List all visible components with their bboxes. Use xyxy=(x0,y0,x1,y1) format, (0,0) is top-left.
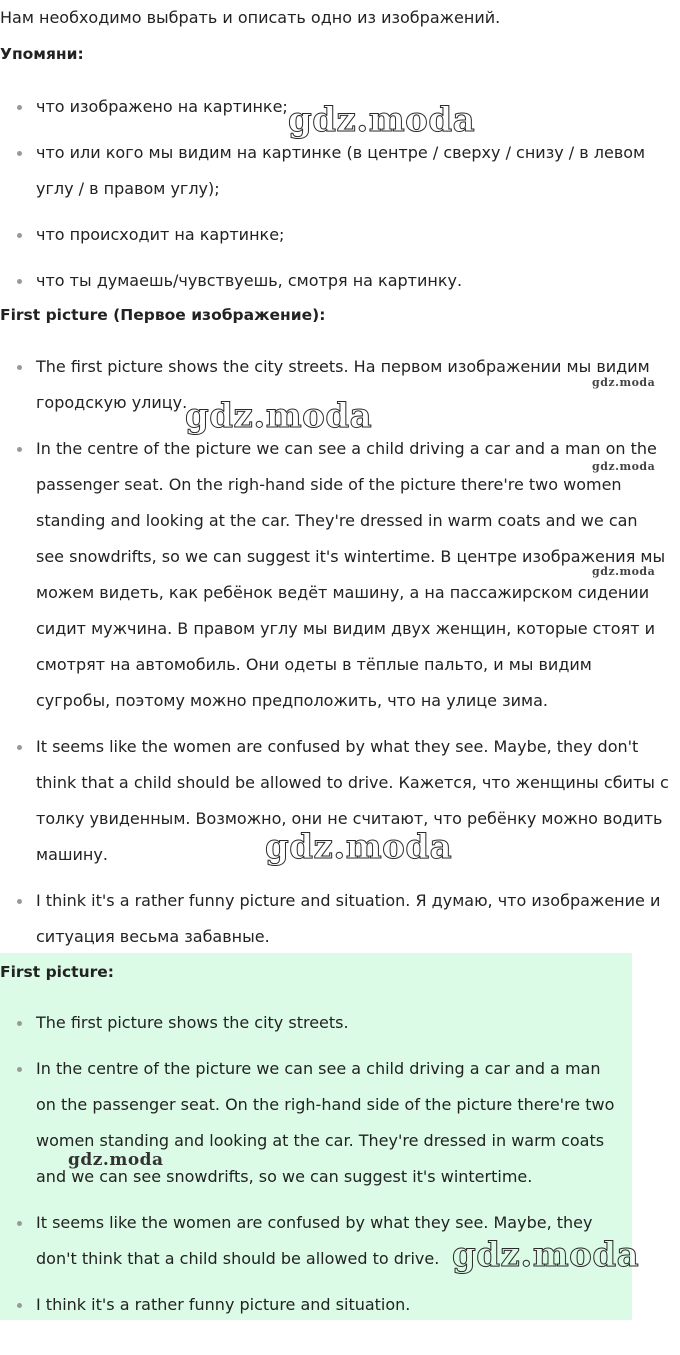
watermark: gdz.moda xyxy=(185,396,373,436)
list-item: I think it's a rather funny picture and situation. xyxy=(0,1287,620,1323)
list-item: It seems like the women are confused by what they see. Maybe, they don't think that a child should be allowed to drive. xyxy=(0,1205,620,1277)
list-item: The first picture shows the city streets. На первом изображении мы видим городскую улицу. xyxy=(0,349,670,421)
list-item: In the centre of the picture we can see a child driving a car and a man on the passenger seat. On the righ-hand side of the picture there're two women standing and looking at the car. They're dressed in warm coats and we can see snowdrifts, so we can suggest it's wintertime. В центре изображения мы можем видеть, как ребёнок ведёт машину, а на пассажирском сидении сидит мужчина. В правом углу мы видим двух женщин, которые стоят и смотрят на автомобиль. Они одеты в тёплые пальто, и мы видим сугробы, поэтому можно предположить, что на улице зима. xyxy=(0,431,670,719)
watermark: gdz.moda xyxy=(68,1150,164,1170)
list-item: что ты думаешь/чувствуешь, смотря на картинку. xyxy=(0,263,660,299)
mention-heading: Упомяни: xyxy=(0,45,84,63)
list-item: In the centre of the picture we can see a child driving a car and a man on the passenger seat. On the righ-hand side of the picture there're two women standing and looking at the car. They're dressed in warm coats and we can see snowdrifts, so we can suggest it's wintertime. xyxy=(0,1051,620,1195)
watermark: gdz.moda xyxy=(265,827,453,867)
list-item: I think it's a rather funny picture and situation. Я думаю, что изображение и ситуация весьма забавные. xyxy=(0,883,670,955)
watermark: gdz.moda xyxy=(592,460,656,473)
watermark: gdz.moda xyxy=(452,1235,640,1275)
list-item: что или кого мы видим на картинке (в центре / сверху / снизу / в левом углу / в правом углу); xyxy=(0,135,660,207)
intro-text: Нам необходимо выбрать и описать одно из изображений. xyxy=(0,8,501,27)
list-item: It seems like the women are confused by what they see. Maybe, they don't think that a child should be allowed to drive. Кажется, что женщины сбиты с толку увиденным. Возможно, они не считают, что ребёнку можно водить машину. xyxy=(0,729,670,873)
first-picture-list xyxy=(0,349,670,965)
green-heading: First picture: xyxy=(0,963,114,981)
list-item: что изображено на картинке; xyxy=(0,89,660,125)
list-item: что происходит на картинке; xyxy=(0,217,660,253)
watermark: gdz.moda xyxy=(288,100,476,140)
watermark: gdz.moda xyxy=(592,565,656,578)
watermark: gdz.moda xyxy=(592,376,656,389)
list-item: The first picture shows the city streets. xyxy=(0,1005,620,1041)
first-picture-heading: First picture (Первое изображение): xyxy=(0,306,326,324)
